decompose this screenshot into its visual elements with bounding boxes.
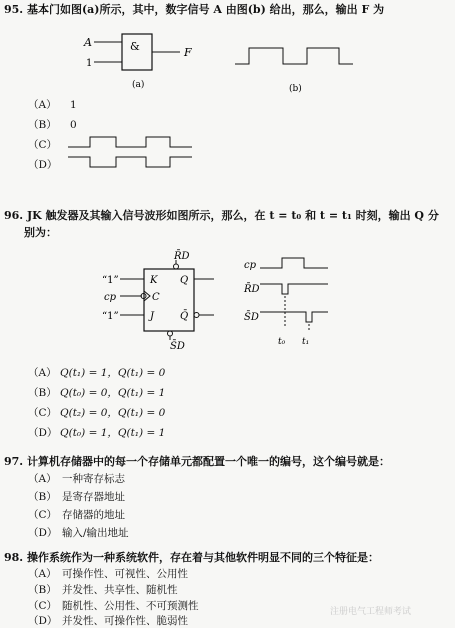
- timing-t1-label: t₁: [302, 337, 310, 347]
- q98-option-a-text: 可操作性、可视性、公用性: [62, 568, 188, 580]
- q97-option-a-text: 一种寄存标志: [62, 473, 125, 485]
- q98-option-d-text: 并发性、可操作性、脆弱性: [62, 615, 188, 627]
- q96-stem-line1: 96. JK 触发器及其输入信号波形如图所示，那么，在 t = t₀ 和 t = t₁ 时刻，输出 Q 分: [4, 209, 439, 222]
- q96-option-c-text: Q(t₂) = 0，Q(t₁) = 0: [60, 407, 166, 419]
- q97-option-d-label: （D）: [28, 527, 58, 539]
- q95-fig-a: [80, 28, 210, 90]
- q95-option-a-text: 1: [70, 99, 77, 111]
- timing-rd-label: R̄D: [244, 284, 260, 295]
- q98-option-a-label: （A）: [28, 568, 57, 580]
- q95-input-1: 1: [86, 58, 93, 69]
- q96-option-d-text: Q(t₀) = 1，Q(t₁) = 1: [60, 427, 166, 439]
- ff-input-j-value: “1”: [102, 311, 119, 322]
- q95-fig-b-waveform: [235, 40, 375, 95]
- q96-option-b-text: Q(t₀) = 0，Q(t₁) = 1: [60, 387, 166, 399]
- q95-stem: 95. 基本门如图(a)所示，其中，数字信号 A 由图(b) 给出，那么，输出 F 为: [4, 3, 385, 16]
- q95-option-b-label: （B）: [28, 119, 57, 131]
- q95-option-d-label: （D）: [28, 159, 58, 171]
- ff-c-pin: C: [152, 292, 160, 303]
- q96-option-c-label: （C）: [28, 407, 58, 419]
- q98-option-d-label: （D）: [28, 615, 58, 627]
- q97-option-a-label: （A）: [28, 473, 57, 485]
- q95-option-c-label: （C）: [28, 139, 58, 151]
- q95-option-b-text: 0: [70, 119, 77, 131]
- q95-option-d-waveform: [68, 153, 198, 173]
- q97-option-c-text: 存储器的地址: [62, 509, 125, 521]
- q96-jk-flipflop-diagram: [98, 245, 218, 353]
- q96-stem-line2: 别为：: [24, 226, 57, 239]
- ff-sd-label: S̄D: [170, 341, 185, 352]
- q98-option-b-label: （B）: [28, 584, 57, 596]
- q95-option-c-waveform: [68, 133, 198, 153]
- and-gate-symbol: &: [130, 40, 140, 53]
- ff-j-pin: J: [150, 311, 155, 322]
- timing-t0-label: t₀: [278, 337, 286, 347]
- ff-rd-label: R̄D: [174, 251, 190, 262]
- q98-option-c-text: 随机性、公用性、不可预测性: [62, 600, 199, 612]
- q96-option-b-label: （B）: [28, 387, 57, 399]
- q97-option-b-label: （B）: [28, 491, 57, 503]
- watermark: 注册电气工程师考试: [330, 607, 412, 617]
- ff-k-pin: K: [150, 275, 158, 286]
- q98-option-b-text: 并发性、共享性、随机性: [62, 584, 178, 596]
- q97-option-d-text: 输入/输出地址: [62, 527, 129, 539]
- q95-input-a: A: [84, 36, 92, 49]
- q95-caption-b: (b): [289, 84, 302, 94]
- q97-option-c-label: （C）: [28, 509, 58, 521]
- q95-caption-a: (a): [132, 80, 145, 90]
- q95-output-f: F: [184, 46, 192, 59]
- q97-option-b-text: 是寄存器地址: [62, 491, 125, 503]
- q98-stem: 98. 操作系统作为一种系统软件，存在着与其他软件明显不同的三个特征是：: [4, 551, 379, 564]
- timing-cp-label: cp: [244, 260, 257, 271]
- q96-timing-diagram: [242, 252, 342, 352]
- q96-option-a-label: （A）: [28, 367, 57, 379]
- timing-sd-label: S̄D: [244, 312, 259, 323]
- q96-option-d-label: （D）: [28, 427, 58, 439]
- q98-option-c-label: （C）: [28, 600, 58, 612]
- ff-input-k-value: “1”: [102, 275, 119, 286]
- q97-stem: 97. 计算机存储器中的每一个存储单元都配置一个唯一的编号，这个编号就是：: [4, 455, 390, 468]
- ff-input-cp: cp: [104, 292, 117, 303]
- q96-option-a-text: Q(t₁) = 1，Q(t₁) = 0: [60, 367, 166, 379]
- q95-option-a-label: （A）: [28, 99, 57, 111]
- ff-qbar-pin: Q̄: [180, 311, 189, 322]
- ff-q-pin: Q: [180, 275, 189, 286]
